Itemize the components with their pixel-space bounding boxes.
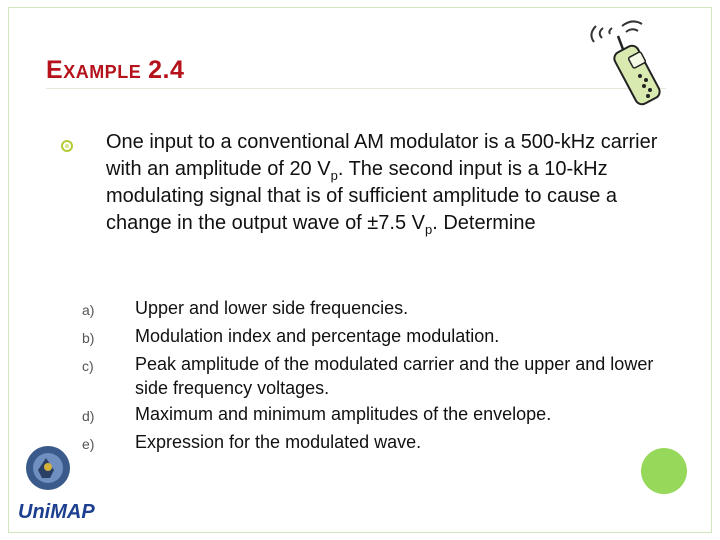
list-item [82,324,682,350]
list-item [82,430,682,456]
mobile-phone-icon [584,14,674,109]
title-rest: XAMPLE [63,62,142,82]
item-text: Peak amplitude of the modulated carrier and the upper and lower side frequency voltages. [135,354,654,398]
item-text: Expression for the modulated wave. [135,432,422,452]
intro-sub-1: p [330,168,338,183]
list-item [82,296,682,322]
title-initial: E [46,56,64,84]
item-marker: d) [82,408,95,424]
item-marker: c) [82,358,94,374]
intro-text-5: . Determine [432,212,536,234]
slide-title [46,56,184,85]
question-list [82,296,682,458]
item-marker: e) [82,436,95,452]
logo-text: UniMAP [18,501,95,523]
university-logo-icon [16,440,96,525]
decorative-circle [641,448,687,494]
list-item [82,352,682,400]
item-text: Upper and lower side frequencies. [135,298,409,318]
item-text: Modulation index and percentage modulation. [135,326,500,346]
item-marker: b) [82,330,95,346]
circle-bullet-icon [61,140,73,152]
item-marker: a) [82,302,95,318]
problem-statement [106,129,666,237]
title-number: 2.4 [148,56,185,84]
intro-sub-2: p [424,222,433,237]
item-text: Maximum and minimum amplitudes of the envelope. [135,404,552,424]
intro-text-1: One input to a conventional AM modulator is a 500-k [106,131,571,153]
intro-text-3: . The second input is a 10-k [337,158,584,180]
list-item [82,402,682,428]
intro-text-4: Hz modulating signal that is of sufficient amplitude to cause a change in the output wave of ±7.5 V [106,158,618,234]
title-divider [46,88,666,89]
intro-text-2: Hz carrier with an amplitude of 20 V [106,131,658,180]
